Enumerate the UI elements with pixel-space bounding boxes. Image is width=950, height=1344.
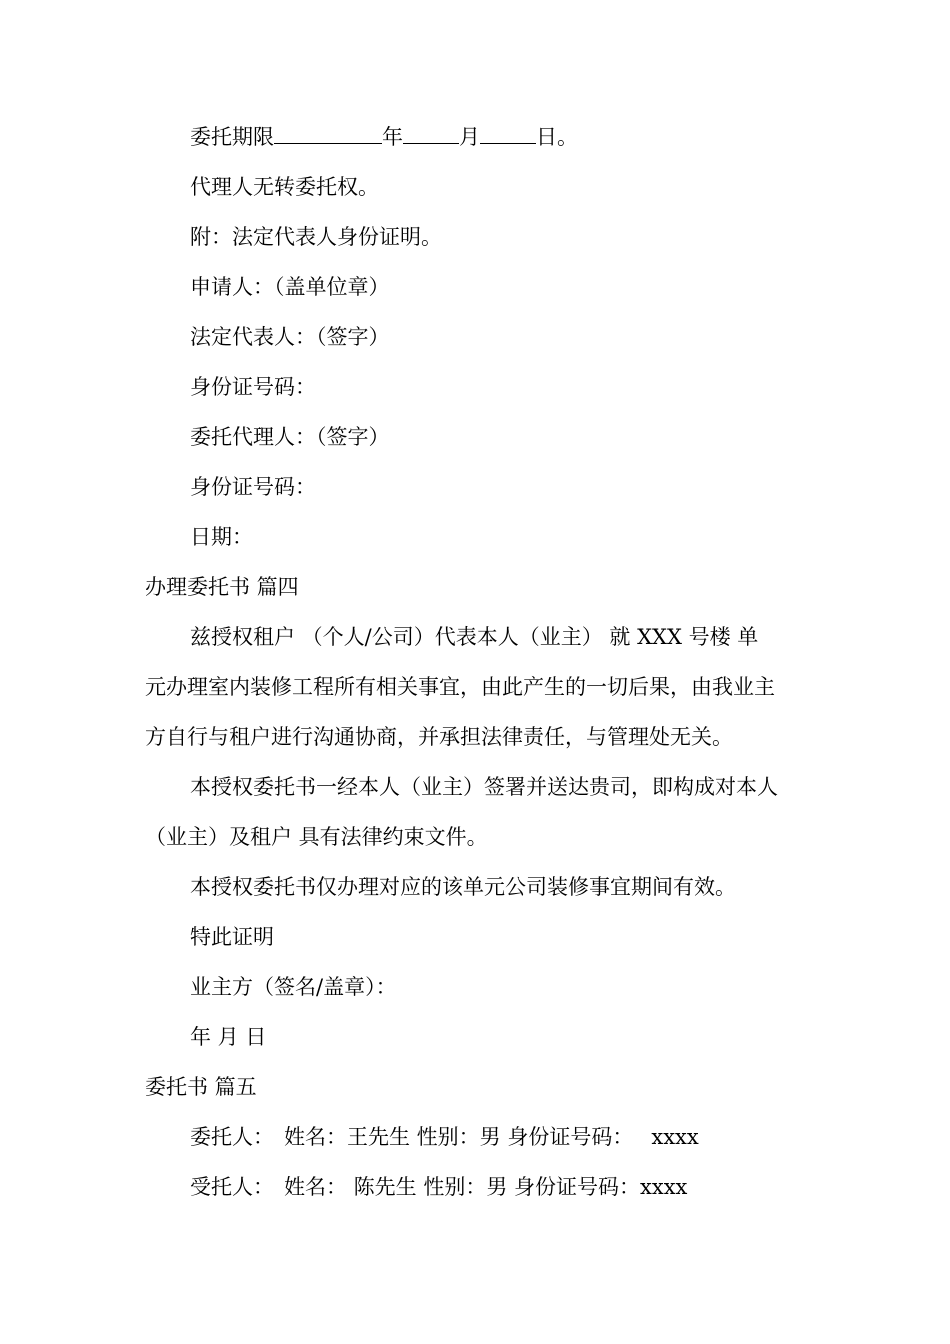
section4-p2-line1: 本授权委托书一经本人（业主）签署并送达贵司，即构成对本人 xyxy=(190,775,778,799)
date-line-text: 年 月 日 xyxy=(190,1025,267,1049)
year-blank xyxy=(274,125,382,144)
no-subdelegation-text: 代理人无转委托权。 xyxy=(190,175,379,199)
section5-title: 委托书 篇五 xyxy=(145,1075,257,1099)
principal-line xyxy=(190,1125,870,1149)
agent-sign-text: 委托代理人：（签字） xyxy=(190,425,390,449)
section4-p3: 本授权委托书仅办理对应的该单元公司装修事宜期间有效。 xyxy=(190,875,736,899)
term-year: 年 xyxy=(382,125,403,149)
day-blank xyxy=(480,125,536,144)
date-text: 日期： xyxy=(190,525,253,549)
owner-sign-text: 业主方（签名/盖章）： xyxy=(190,975,397,999)
principal-label: 委托人： xyxy=(190,1125,274,1149)
legal-rep-text: 法定代表人：（签字） xyxy=(190,325,390,349)
month-blank xyxy=(403,125,459,144)
applicant-text: 申请人：（盖单位章） xyxy=(190,275,390,299)
attachment-text: 附：法定代表人身份证明。 xyxy=(190,225,442,249)
section4-title: 办理委托书 篇四 xyxy=(145,575,299,599)
certify-text: 特此证明 xyxy=(190,925,274,949)
term-day: 日。 xyxy=(536,125,578,149)
agent-line xyxy=(190,1175,870,1199)
section4-p1-line3: 方自行与租户进行沟通协商，并承担法律责任，与管理处无关。 xyxy=(145,725,733,749)
section4-p1-line2: 元办理室内装修工程所有相关事宜，由此产生的一切后果，由我业主 xyxy=(145,675,775,699)
agent-label: 受托人： xyxy=(190,1175,274,1199)
term-line xyxy=(190,125,870,149)
section4-p1-line1: 兹授权租户 （个人/公司）代表本人（业主） 就 XXX 号楼 单 xyxy=(190,625,759,649)
principal-detail: 姓名：王先生 性别：男 身份证号码： xyxy=(284,1125,634,1149)
term-month: 月 xyxy=(459,125,480,149)
term-label: 委托期限 xyxy=(190,125,274,149)
section4-p2-line2: （业主）及租户 具有法律约束文件。 xyxy=(145,825,488,849)
id-number-text-2: 身份证号码： xyxy=(190,475,316,499)
agent-detail: 姓名： 陈先生 性别：男 身份证号码：xxxx xyxy=(284,1175,688,1199)
principal-id: xxxx xyxy=(651,1125,699,1149)
id-number-text-1: 身份证号码： xyxy=(190,375,316,399)
